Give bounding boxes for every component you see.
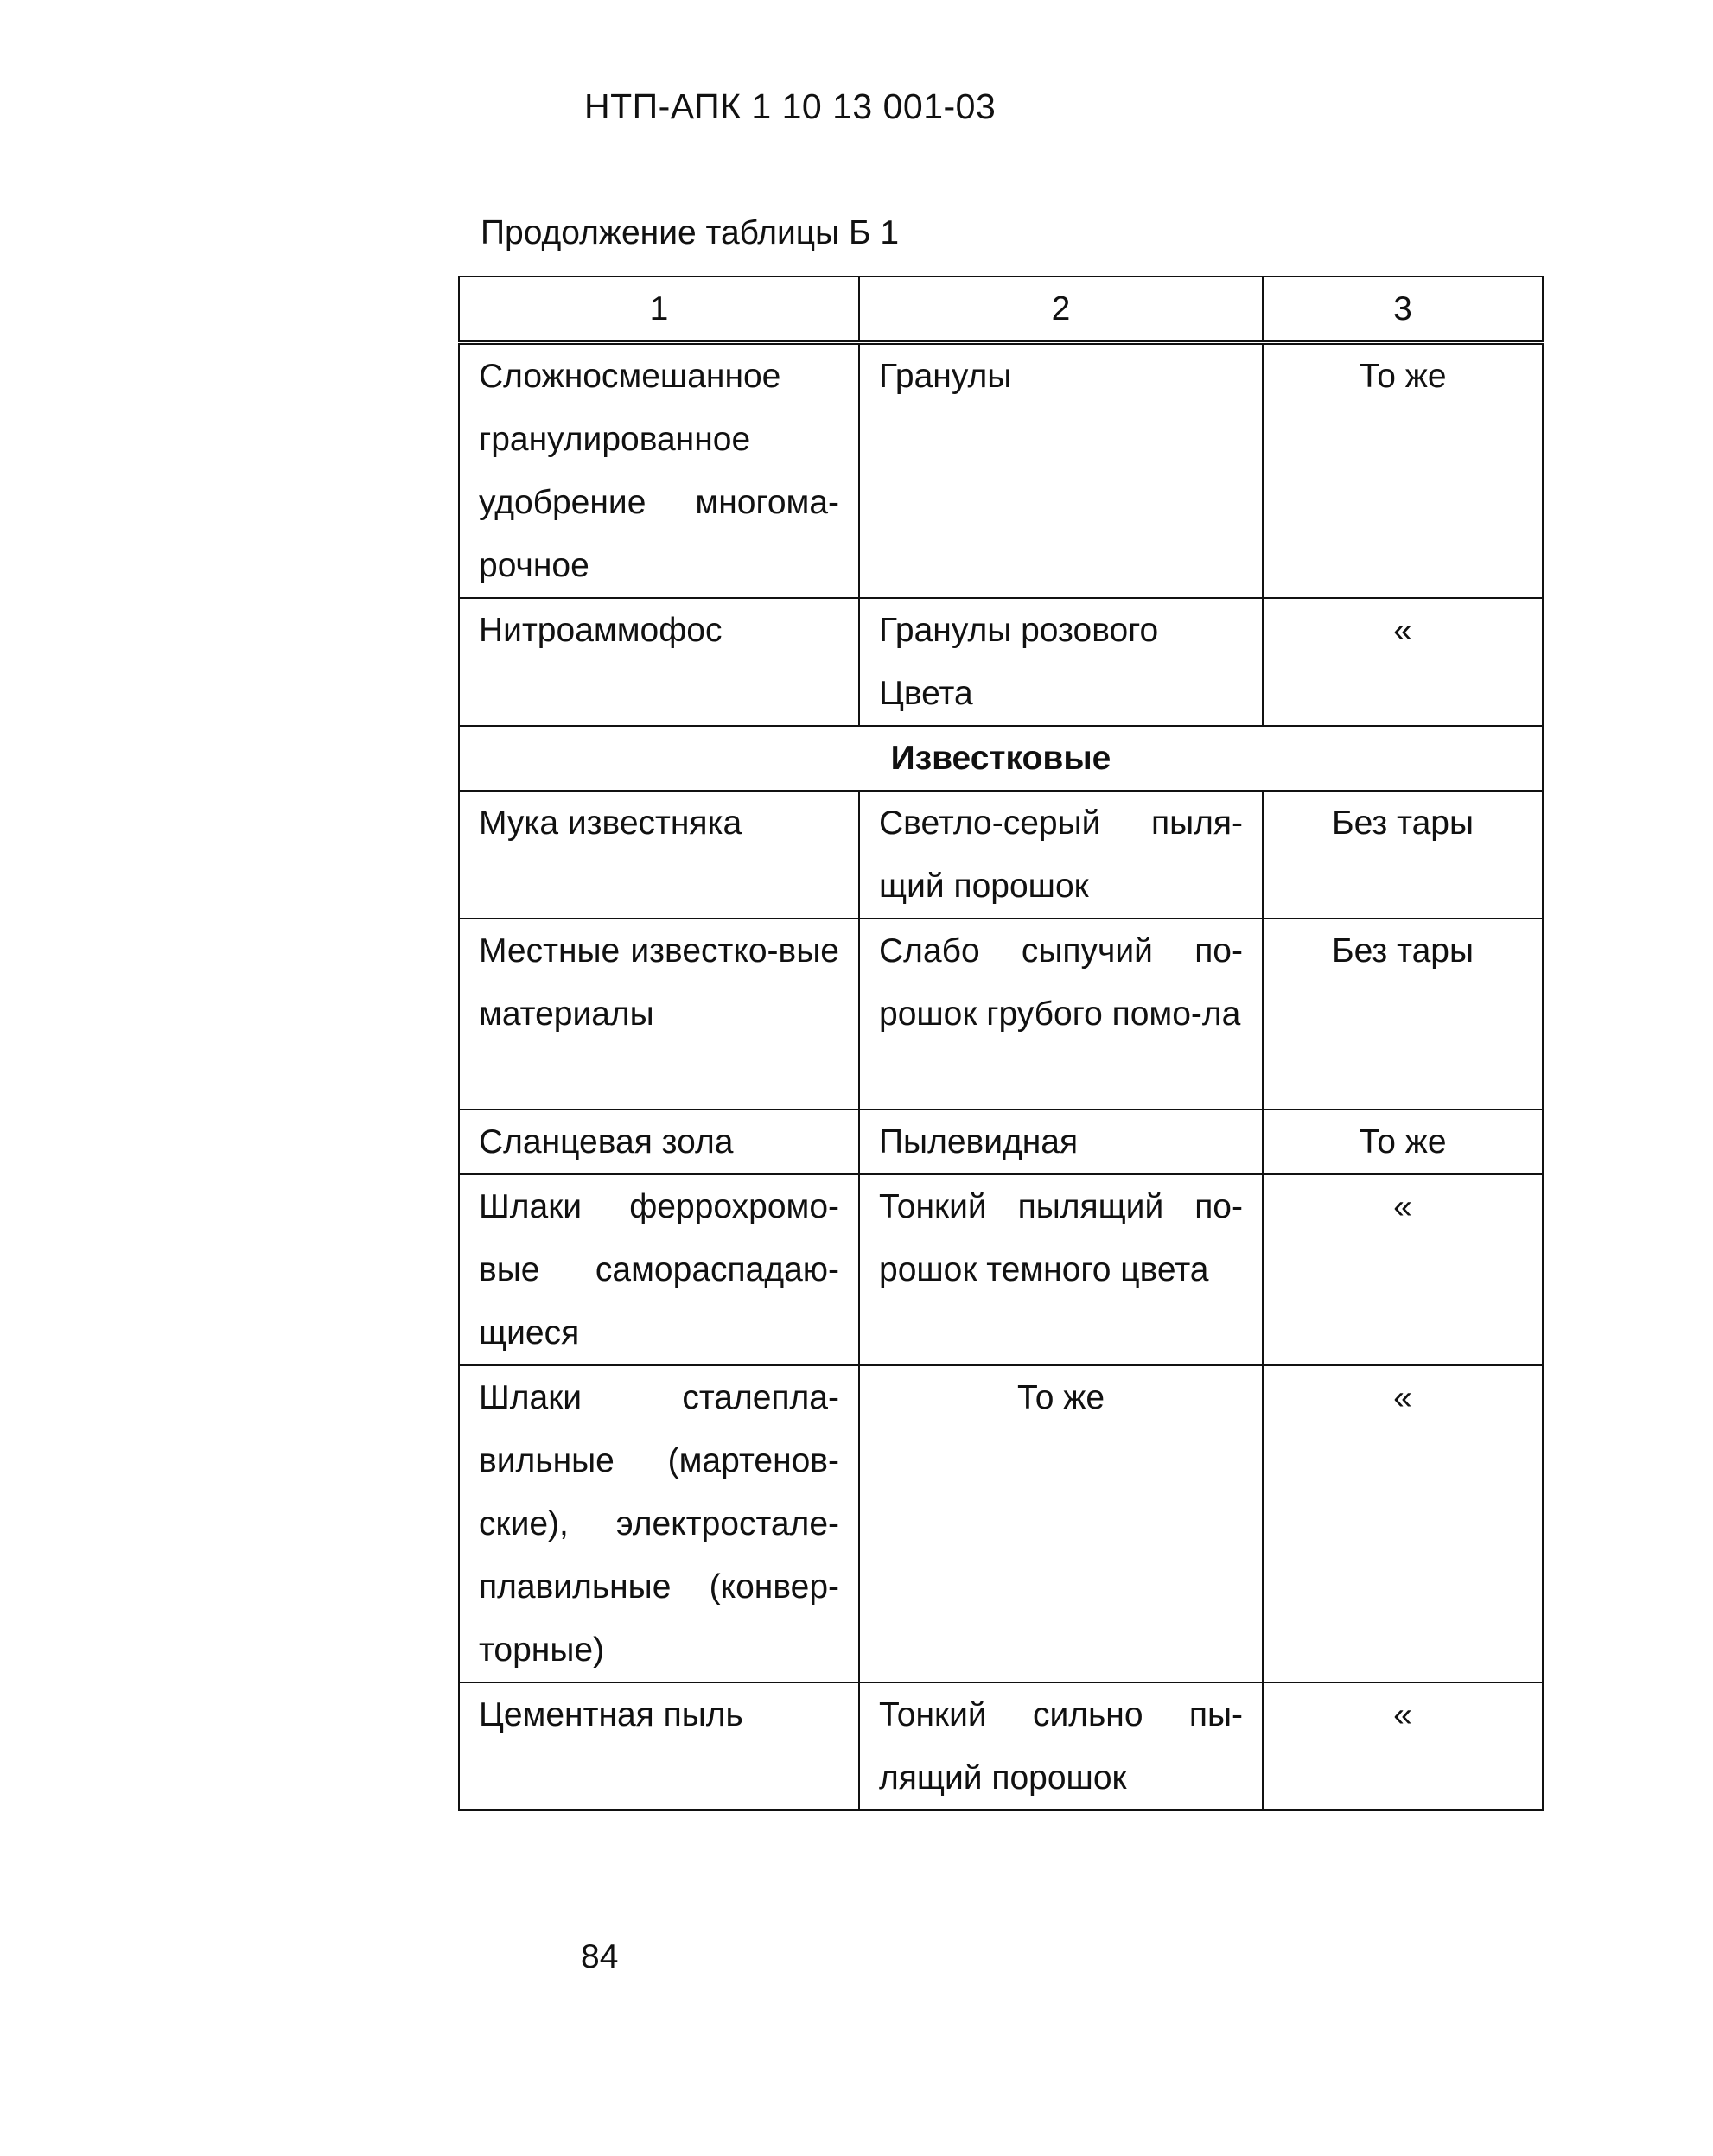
description-text: Гранулы розового Цвета: [879, 612, 1159, 712]
description-text: То же: [1016, 1379, 1105, 1416]
packaging-cell: «: [1263, 1682, 1543, 1810]
description-cell: [859, 1365, 1263, 1682]
description-cell: [859, 343, 1263, 599]
table-row: [459, 343, 1543, 599]
packaging-cell: «: [1263, 598, 1543, 726]
description-cell: [859, 1682, 1263, 1810]
name-text: Нитроаммофос: [479, 612, 723, 649]
page-number: 84: [581, 1938, 619, 1975]
name-text: Шлаки сталепла-вильные (мартенов-ские), электростале-плавильные (конвер-торные): [479, 1379, 839, 1669]
fertilizer-table: [458, 276, 1544, 1811]
description-text: Тонкий сильно пы-лящий порошок: [879, 1696, 1243, 1797]
packaging-cell: «: [1263, 1365, 1543, 1682]
packaging-cell: Без тары: [1263, 791, 1543, 919]
group-header-row: [459, 726, 1543, 791]
name-cell: [459, 791, 859, 919]
packaging-cell: «: [1263, 1174, 1543, 1365]
name-cell: [459, 919, 859, 1110]
column-header-3: 3: [1263, 277, 1543, 343]
table-row: [459, 1365, 1543, 1682]
description-cell: [859, 1110, 1263, 1174]
group-header-cell: Известковые: [459, 726, 1543, 791]
name-text: Сланцевая зола: [479, 1123, 734, 1161]
name-cell: [459, 1110, 859, 1174]
description-text: Тонкий пылящий по-рошок темного цвета: [879, 1188, 1243, 1288]
name-cell: [459, 343, 859, 599]
description-text: Пылевидная: [879, 1123, 1079, 1161]
table-row: [459, 598, 1543, 726]
packaging-cell: То же: [1263, 343, 1543, 599]
column-header-1: 1: [459, 277, 859, 343]
column-header-2: 2: [859, 277, 1263, 343]
description-cell: [859, 791, 1263, 919]
description-cell: [859, 598, 1263, 726]
table-header-row: [459, 277, 1543, 343]
name-text: Мука известняка: [479, 805, 742, 842]
description-cell: [859, 1174, 1263, 1365]
description-text: Гранулы: [879, 358, 1012, 395]
name-text: Шлаки феррохромо-вые самораспадаю-щиеся: [479, 1188, 839, 1351]
packaging-cell: То же: [1263, 1110, 1543, 1174]
packaging-cell: Без тары: [1263, 919, 1543, 1110]
description-text: Светло-серый пыля-щий порошок: [879, 805, 1243, 905]
description-cell: [859, 919, 1263, 1110]
table-row: [459, 791, 1543, 919]
description-text: Слабо сыпучий по-рошок грубого помо-ла: [879, 932, 1243, 1033]
name-cell: [459, 1682, 859, 1810]
table-row: [459, 1682, 1543, 1810]
table-row: [459, 1110, 1543, 1174]
table-row: [459, 919, 1543, 1110]
document-code: НТП-АПК 1 10 13 001-03: [584, 86, 997, 126]
name-cell: [459, 598, 859, 726]
table-row: [459, 1174, 1543, 1365]
name-text: Цементная пыль: [479, 1696, 743, 1733]
table-caption: Продолжение таблицы Б 1: [481, 214, 900, 251]
name-text: Сложносмешанное гранулированное удобрение многома-рочное: [479, 358, 839, 584]
name-cell: [459, 1174, 859, 1365]
name-text: Местные известко-вые материалы: [479, 932, 839, 1033]
name-cell: [459, 1365, 859, 1682]
